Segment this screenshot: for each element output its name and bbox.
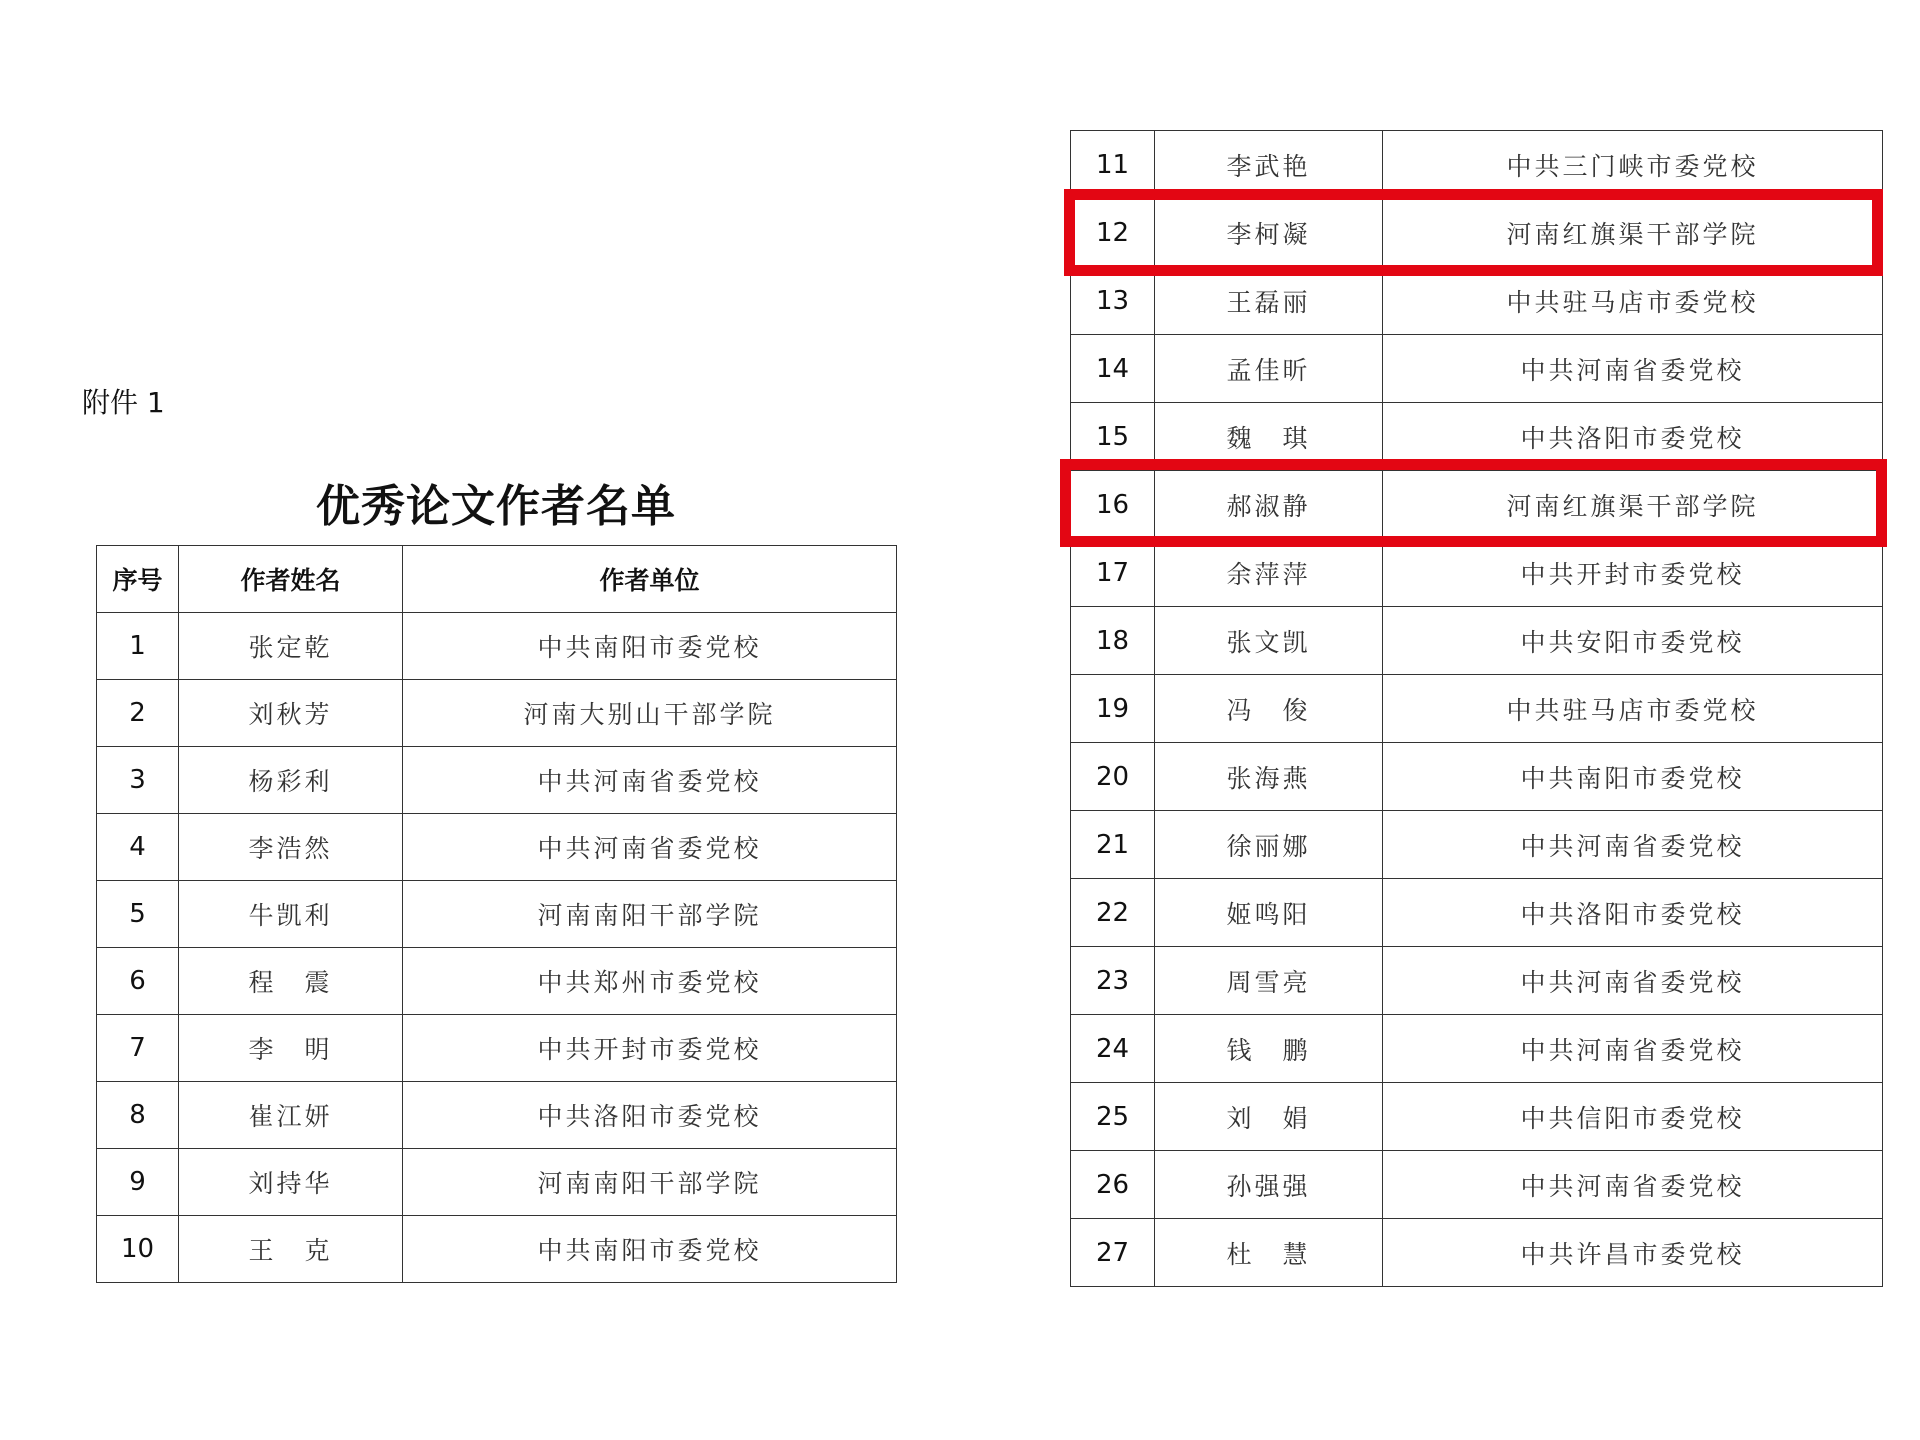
author-name: 程 震	[179, 948, 403, 1015]
row-number: 8	[97, 1082, 179, 1149]
row-number: 15	[1071, 403, 1155, 471]
row-number: 18	[1071, 607, 1155, 675]
table-row	[1071, 1219, 1883, 1287]
table-row	[1071, 607, 1883, 675]
table-row	[1071, 335, 1883, 403]
table-row	[1071, 471, 1883, 539]
author-unit: 中共南阳市委党校	[403, 613, 897, 680]
author-table-right	[1070, 130, 1883, 1287]
author-name: 李柯凝	[1155, 199, 1383, 267]
table-row	[97, 1082, 897, 1149]
author-unit: 中共河南省委党校	[403, 814, 897, 881]
author-name: 王磊丽	[1155, 267, 1383, 335]
header-name: 作者姓名	[179, 546, 403, 613]
author-unit: 中共郑州市委党校	[403, 948, 897, 1015]
row-number: 22	[1071, 879, 1155, 947]
author-name: 张文凯	[1155, 607, 1383, 675]
row-number: 2	[97, 680, 179, 747]
author-unit: 中共安阳市委党校	[1383, 607, 1883, 675]
author-unit: 河南红旗渠干部学院	[1383, 199, 1883, 267]
author-name: 崔江妍	[179, 1082, 403, 1149]
table-row	[97, 881, 897, 948]
row-number: 23	[1071, 947, 1155, 1015]
author-unit: 中共许昌市委党校	[1383, 1219, 1883, 1287]
author-unit: 中共驻马店市委党校	[1383, 267, 1883, 335]
row-number: 12	[1071, 199, 1155, 267]
row-number: 27	[1071, 1219, 1155, 1287]
author-unit: 中共河南省委党校	[1383, 947, 1883, 1015]
row-number: 11	[1071, 131, 1155, 199]
table-row	[97, 680, 897, 747]
author-unit: 中共南阳市委党校	[403, 1216, 897, 1283]
author-unit: 中共南阳市委党校	[1383, 743, 1883, 811]
table-row	[97, 948, 897, 1015]
table-row	[1071, 879, 1883, 947]
author-unit: 中共开封市委党校	[1383, 539, 1883, 607]
author-name: 魏 琪	[1155, 403, 1383, 471]
table-row	[97, 814, 897, 881]
author-unit: 河南大别山干部学院	[403, 680, 897, 747]
author-name: 徐丽娜	[1155, 811, 1383, 879]
row-number: 19	[1071, 675, 1155, 743]
table-row	[1071, 811, 1883, 879]
table-row	[97, 747, 897, 814]
author-unit: 河南南阳干部学院	[403, 881, 897, 948]
header-unit: 作者单位	[403, 546, 897, 613]
author-unit: 中共信阳市委党校	[1383, 1083, 1883, 1151]
author-name: 王 克	[179, 1216, 403, 1283]
table-row	[1071, 1015, 1883, 1083]
table-row	[97, 1216, 897, 1283]
attachment-label: 附件 1	[82, 386, 165, 419]
author-name: 孟佳昕	[1155, 335, 1383, 403]
row-number: 20	[1071, 743, 1155, 811]
table-row	[1071, 675, 1883, 743]
author-name: 张海燕	[1155, 743, 1383, 811]
author-name: 李浩然	[179, 814, 403, 881]
row-number: 16	[1071, 471, 1155, 539]
row-number: 24	[1071, 1015, 1155, 1083]
table-row	[1071, 403, 1883, 471]
table-row	[1071, 947, 1883, 1015]
author-unit: 中共开封市委党校	[403, 1015, 897, 1082]
row-number: 9	[97, 1149, 179, 1216]
author-name: 孙强强	[1155, 1151, 1383, 1219]
author-unit: 中共洛阳市委党校	[403, 1082, 897, 1149]
row-number: 1	[97, 613, 179, 680]
author-name: 张定乾	[179, 613, 403, 680]
table-row	[1071, 743, 1883, 811]
author-unit: 中共河南省委党校	[403, 747, 897, 814]
author-unit: 中共河南省委党校	[1383, 811, 1883, 879]
table-header-row	[97, 546, 897, 613]
table-row	[1071, 131, 1883, 199]
row-number: 14	[1071, 335, 1155, 403]
row-number: 5	[97, 881, 179, 948]
header-no: 序号	[97, 546, 179, 613]
author-unit: 中共河南省委党校	[1383, 1151, 1883, 1219]
author-name: 李武艳	[1155, 131, 1383, 199]
row-number: 10	[97, 1216, 179, 1283]
row-number: 3	[97, 747, 179, 814]
author-name: 李 明	[179, 1015, 403, 1082]
author-name: 姬鸣阳	[1155, 879, 1383, 947]
author-unit: 中共河南省委党校	[1383, 335, 1883, 403]
row-number: 6	[97, 948, 179, 1015]
author-name: 钱 鹏	[1155, 1015, 1383, 1083]
author-table-left	[96, 545, 897, 1283]
table-row	[97, 1015, 897, 1082]
table-row	[1071, 267, 1883, 335]
author-unit: 中共洛阳市委党校	[1383, 879, 1883, 947]
table-row	[1071, 539, 1883, 607]
author-unit: 河南南阳干部学院	[403, 1149, 897, 1216]
row-number: 13	[1071, 267, 1155, 335]
table-row	[1071, 1151, 1883, 1219]
author-name: 余萍萍	[1155, 539, 1383, 607]
author-unit: 河南红旗渠干部学院	[1383, 471, 1883, 539]
table-row	[97, 1149, 897, 1216]
table-row	[1071, 1083, 1883, 1151]
row-number: 25	[1071, 1083, 1155, 1151]
table-row	[97, 613, 897, 680]
author-unit: 中共三门峡市委党校	[1383, 131, 1883, 199]
author-unit: 中共驻马店市委党校	[1383, 675, 1883, 743]
page-title: 优秀论文作者名单	[316, 481, 676, 532]
author-name: 冯 俊	[1155, 675, 1383, 743]
row-number: 17	[1071, 539, 1155, 607]
author-unit: 中共河南省委党校	[1383, 1015, 1883, 1083]
author-name: 刘秋芳	[179, 680, 403, 747]
author-unit: 中共洛阳市委党校	[1383, 403, 1883, 471]
table-row	[1071, 199, 1883, 267]
row-number: 26	[1071, 1151, 1155, 1219]
author-name: 周雪亮	[1155, 947, 1383, 1015]
author-name: 牛凯利	[179, 881, 403, 948]
author-name: 郝淑静	[1155, 471, 1383, 539]
author-name: 杨彩利	[179, 747, 403, 814]
author-name: 杜 慧	[1155, 1219, 1383, 1287]
author-name: 刘 娟	[1155, 1083, 1383, 1151]
row-number: 4	[97, 814, 179, 881]
row-number: 21	[1071, 811, 1155, 879]
row-number: 7	[97, 1015, 179, 1082]
author-name: 刘持华	[179, 1149, 403, 1216]
